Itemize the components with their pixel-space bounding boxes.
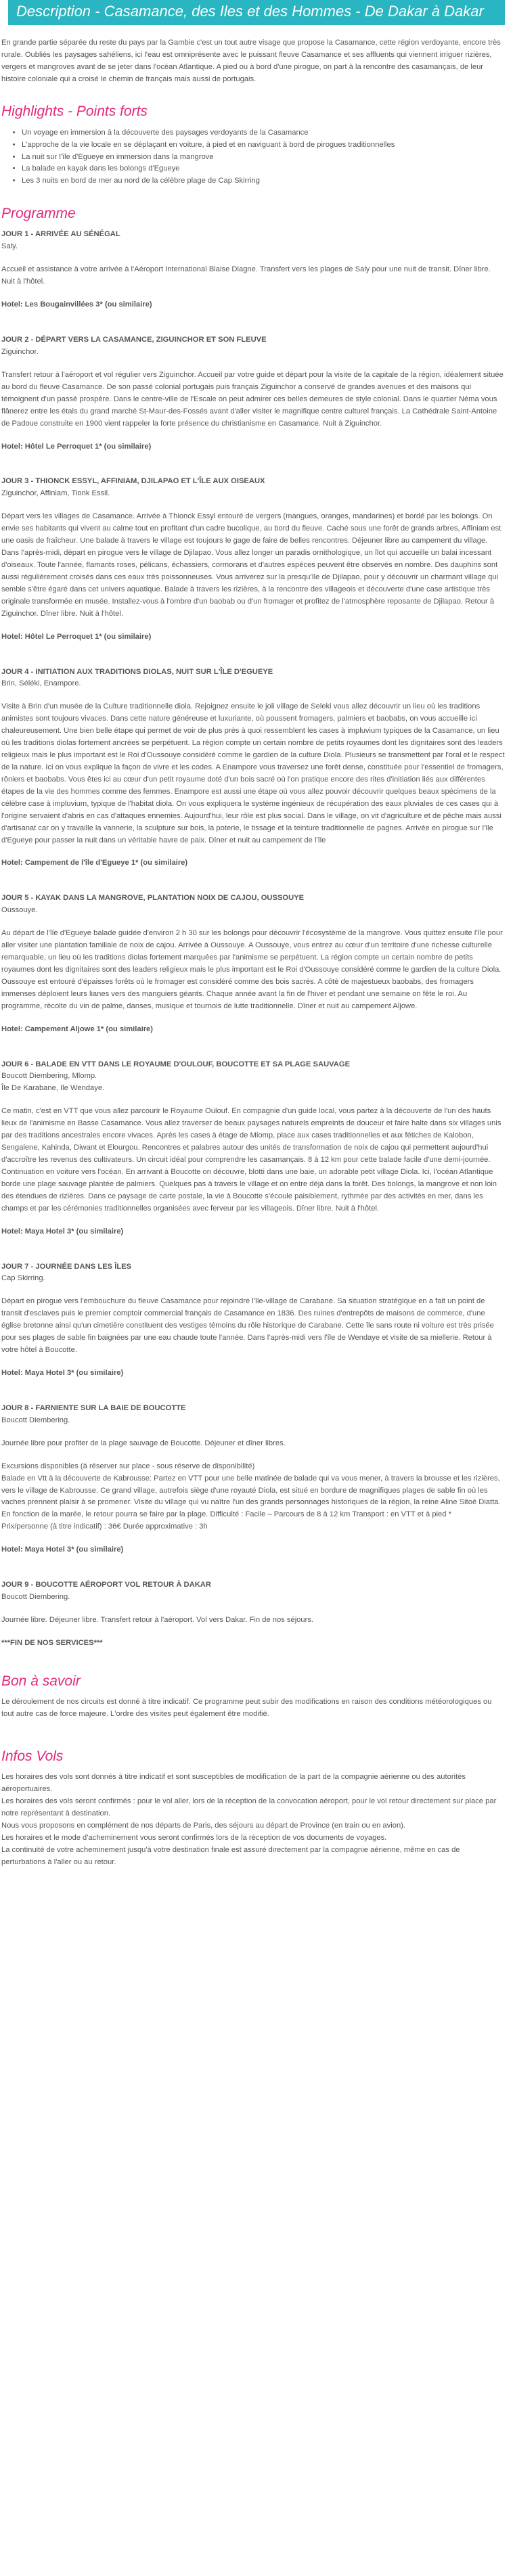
highlight-item: • Un voyage en immersion à la découverte des paysages verdoyants de la Casamance bbox=[22, 127, 505, 139]
day-place: Saly. bbox=[1, 242, 18, 251]
highlight-item: • La balade en kayak dans les bolongs d'Egueye bbox=[22, 163, 505, 175]
end-of-services: ***FIN DE NOS SERVICES*** bbox=[1, 1638, 103, 1647]
day-description: Journée libre pour profiter de la plage sauvage de Boucotte. Déjeuner et dîner libres. bbox=[1, 1439, 286, 1447]
day-section bbox=[1, 1403, 505, 1556]
day-section bbox=[1, 229, 505, 311]
day-hotel: Hotel: Hôtel Le Perroquet 1* (ou similaire) bbox=[1, 442, 152, 451]
day-section bbox=[1, 1059, 505, 1238]
page-title: Description - Casamance, des Iles et des Hommes - De Dakar à Dakar bbox=[8, 0, 505, 25]
day-section bbox=[1, 666, 505, 870]
day-section bbox=[1, 1261, 505, 1380]
day-place: Boucott Diembering, Mlomp. Île De Karabane, Ile Wendaye. bbox=[1, 1072, 105, 1093]
programme-days bbox=[1, 229, 505, 1649]
day-section bbox=[1, 1579, 505, 1650]
main-content bbox=[0, 37, 513, 1869]
day-description: Départ vers les villages de Casamance. Arrivée à Thionck Essyl entouré de vergers (mangues, oranges, mandarines) et bordé par les bolongs. On envie ses habitants qui vivent au calme tout en profitant d'un cadre bucolique, au bord du fleuve. Caché sous une forêt de grands arbres, Affiniam est une oasis de fraîcheur. Une balade à travers le village est toujours le gage de faire de belles rencontres. Déjeuner libre au campement du village. Dans l'après-midi, départ en pirogue vers le village de Djilapao. Vous allez longer un paradis ornithologique, un îlot qui accueille un balai incessant d'oiseaux. Toute l'année, flamants roses, pélicans, échassiers, cormorans et d'autres espèces peuvent être observés en nombre. Des dauphins sont aussi régulièrement croisés dans ces eaux très poissonneuses. Vous arriverez sur la presqu'île de Djilapao, pour y découvrir un charmant village qui semble s'être égaré dans cet univers aquatique. Balade à travers les rizières, à la rencontre des villageois et découverte d'une case artistique très originale transformée en musée. Installez-vous à l'ombre d'un baobab ou d'un fromager et profitez de l'atmosphère reposante de Djilapao. Retour à Ziguinchor. Dîner libre. Nuit à l'hôtel. bbox=[1, 512, 501, 618]
day-hotel: Hotel: Maya Hotel 3* (ou similaire) bbox=[1, 1545, 124, 1554]
day-description: Excursions disponibles (à réserver sur place - sous réserve de disponibilité) Balade en Vtt à la découverte de Kabrousse: Partez en VTT pour une belle matinée de balade qui va vous mener, à travers la brousse et les rizières, vers le village de Kabrousse. Ce grand village, autrefois siège d'une royauté Diola, est situé en bordure de magnifiques plages de sable fin où les vaches prennent plaisir à se promener. Visite du village qui vu naître l'un des grands personnages historiques de la région, la reine Aline Sitoé Diatta. En fonction de la marée, le retour pourra se faire par la plage. Difficulté : Facile – Parcours de 8 à 12 km Transport : en VTT et à pied * Prix/personne (à titre indicatif) : 36€ Durée approximative : 3h bbox=[1, 1462, 501, 1531]
day-description: Journée libre. Déjeuner libre. Transfert retour à l'aéroport. Vol vers Dakar. Fin de nos séjours. bbox=[1, 1615, 314, 1624]
highlight-item: • Les 3 nuits en bord de mer au nord de la célèbre plage de Cap Skirring bbox=[22, 175, 505, 187]
day-title: JOUR 2 - DÉPART VERS LA CASAMANCE, ZIGUINCHOR ET SON FLEUVE bbox=[1, 336, 267, 344]
day-description: Visite à Brin d'un musée de la Culture traditionnelle diola. Rejoignez ensuite le joli village de Seleki vous allez découvrir un lieu où les traditions animistes sont toujours vivaces. Dans cette nature généreuse et luxuriante, où poussent fromagers, palmiers et baobabs, on vous accueille ici chaleureusement. Une bien belle étape qui permet de voir de plus près à quoi ressemblent les cases à impluvium typiques de la Casamance, un lieu où les traditions diolas fortement ancrées se perpétuent. La région compte un certain nombre de petits royaumes dont les dignitaires sont des leaders religieux mais le plus important est le Roi d'Oussouye considéré comme le gardien de la culture Diola. Plusieurs se transmettent par l'oral et le respect de la nature. Ici on vous explique la façon de vivre et les codes. A Enampore vous traversez une forêt dense, constituée pour l'essentiel de fromagers, rôniers et baobabs. Vous êtes ici au cœur d'un petit royaume doté d'un bois sacré où l'on pratique encore des rites d'initiation liés aux différentes étapes de la vie des hommes comme des femmes. Enampore est aussi une étape où vous allez pouvoir découvrir quelques beaux spécimens de la célèbre case à impluvium, typique de l'habitat diola. On vous expliquera le système ingénieux de récupération des eaux pluviales de ces cases qui à l'origine servaient d'abris en cas d'attaques ennemies. Aujourd'hui, leur rôle est plus social. Dans le village, on vit d'agriculture et de pêche mais aussi d'artisanat car on y travaille la vannerie, la sculpture sur bois, la poterie, le tissage et la teinture traditionnelle de pagnes. Arrivée en pirogue sur l'île d'Egueye pour passer la nuit dans un véritable havre de paix. Dîner et nuit au campement de l'île bbox=[1, 702, 505, 844]
day-hotel: Hotel: Campement Aljowe 1* (ou similaire) bbox=[1, 1024, 154, 1033]
day-description: Ce matin, c'est en VTT que vous allez parcourir le Royaume Oulouf. En compagnie d'un guide local, vous partez à la découverte de l'un des hauts lieux de l'animisme en Basse Casamance. Vous allez traverser de beaux paysages naturels empreints de douceur et faire halte dans six villages unis par des traditions ancestrales encore vivaces. Après les cases à étage de Mlomp, place aux cases traditionnelles et aux fétiches de Kalobon, Sengalene, Kahinda, Diwant et Elourgou. Rencontres et palabres autour des unités de transformation de noix de cajou qui permettent aujourd'hui d'accroître les revenus des cultivateurs. Un circuit idéal pour comprendre les casamançais. 8 à 12 km pour cette balade facile d'une demi-journée. Continuation en voiture vers l'océan. En arrivant à Boucotte on découvre, blotti dans une baie, un adorable petit village Diola. Ici, l'océan Atlantique borde une plage sauvage plantée de palmiers. Quelques pas à travers le village et on entre déjà dans la forêt. Des bolongs, la mangrove et non loin des étendues de rizières. Dans ce paysage de carte postale, la vie à Boucotte s'écoule paisiblement, rythmée par des activités en mer, dans les champs et par les cérémonies traditionnelles organisées avec ferveur par les villageois. Dîner libre. Nuit à l'hôtel. bbox=[1, 1107, 501, 1213]
programme-heading: Programme bbox=[1, 206, 76, 222]
day-hotel: Hotel: Campement de l'île d'Egueye 1* (ou similaire) bbox=[1, 859, 188, 867]
day-section bbox=[1, 334, 505, 453]
day-title: JOUR 4 - INITIATION AUX TRADITIONS DIOLAS, NUIT SUR L'ÎLE D'EGUEYE bbox=[1, 667, 273, 676]
day-description: Accueil et assistance à votre arrivée à l'Aéroport International Blaise Diagne. Transfert vers les plages de Saly pour une nuit de transit. Dîner libre. Nuit à l'hôtel. bbox=[1, 265, 491, 286]
day-section bbox=[1, 892, 505, 1035]
day-hotel: Hotel: Les Bougainvillées 3* (ou similaire) bbox=[1, 300, 152, 309]
day-place: Oussouye. bbox=[1, 906, 38, 915]
day-description: Au départ de l'île d'Egueye balade guidée d'environ 2 h 30 sur les bolongs pour découvrir l'écosystème de la mangrove. Vous quittez ensuite l'île pour aller visiter une plantation familiale de noix de cajou. Arrivée à Oussouye. A Oussouye, vous entrez au cœur d'un territoire d'une richesse culturelle remarquable, un lieu où les traditions diolas fortement marquées par l'animisme se perpétuent. La région compte un certain nombre de petits royaumes dont les dignitaires sont des leaders religieux mais le plus important est le Roi d'Oussouye considéré comme le gardien de la culture Diola. Oussouye est entouré d'épaisses forêts où le fromager est considéré comme des bois sacrés. A côté de majestueux baobabs, des fromagers immenses déploient leurs lianes vers des manguiers géants. Chaque année avant la fin de l'hiver et pendant une semaine on fête le roi. Au programme, récolte du vin de palme, danses, musique et tournois de lutte traditionnelle. Dîner et nuit au campement Aljowe. bbox=[1, 929, 503, 1010]
day-hotel: Hotel: Maya Hotel 3* (ou similaire) bbox=[1, 1227, 124, 1236]
highlights-heading: Highlights - Points forts bbox=[1, 104, 148, 120]
day-description: Départ en pirogue vers l'embouchure du fleuve Casamance pour rejoindre l'île-village de Carabane. Sa situation stratégique en a fait un point de transit d'esclaves puis le premier comptoir commercial français de Casamance en 1836. Des ruines d'entrepôts de maisons de commerce, d'une église bretonne ainsi qu'un cimetière constituent des vestiges témoins du rôle historique de Carabane. Cette île sans route ni voiture est très prisée pour ses plages de sable fin baignées par une eau chaude toute l'année. Dans l'après-midi vers l'île de Wendaye et visite de sa miellerie. Retour à votre hôtel à Boucotte. bbox=[1, 1297, 494, 1355]
intro-paragraph: En grande partie séparée du reste du pays par la Gambie c'est un tout autre visage que propose la Casamance, cette région verdoyante, encore très rurale. Oubliés les paysages sahéliens, ici l'eau est omniprésente avec le puissant fleuve Casamance et ses affluents qui viennent irriguer rizières, vergers et mangroves avant de se jeter dans l'océan Atlantique. A pied ou à bord d'une pirogue, on part à la rencontre des casamançais, de leur histoire coloniale qui a croisé le chemin de français mais aussi de portugais. bbox=[1, 38, 501, 83]
day-title: JOUR 1 - ARRIVÉE AU SÉNÉGAL bbox=[1, 230, 120, 239]
highlight-item: • L'approche de la vie locale en se déplaçant en voiture, à pied et en naviguant à bord de pirogues traditionnelles bbox=[22, 139, 505, 152]
day-description: Transfert retour à l'aéroport et vol régulier vers Ziguinchor. Accueil par votre guide et départ pour la visite de la capitale de la région, idéalement située au bord du fleuve Casamance. De son passé colonial portugais puis français Ziguinchor a conservé de grandes avenues et des maisons qui témoignent d'un passé prospère. Dans le centre-ville de l'Escale on peut admirer ces belles demeures de style colonial. Dans le quartier Néma vous flânerez entre les étals du grand marché St-Maur-des-Fossés avant d'aller visiter le magnifique centre culturel français. La Cathédrale Saint-Antoine de Padoue construite en 1900 vient rappeler la forte présence du christianisme en Casamance. Nuit à Ziguinchor. bbox=[1, 370, 504, 428]
day-title: JOUR 7 - JOURNÉE DANS LES ÎLES bbox=[1, 1262, 132, 1271]
infos-vols-heading: Infos Vols bbox=[1, 1748, 64, 1764]
infos-vols-text: Les horaires des vols sont donnés à titre indicatif et sont susceptibles de modification de la part de la compagnie aérienne ou des autorités aéroportuaires. Les horaires des vols seront confirmés : pour le vol aller, lors de la réception de la convocation aéroport, pour le vol retour directement sur place par notre représentant à destination. Nous vous proposons en complément de nos départs de Paris, des séjours au départ de Province (en train ou en avion). Les horaires et le mode d'acheminement vous seront confirmés lors de la réception de vos documents de voyages. La continuité de votre acheminement jusqu'à votre destination finale est assuré directement par la compagnie aérienne, même en cas de perturbations à l'aller ou au retour. bbox=[1, 1773, 497, 1866]
day-place: Ziguinchor, Affiniam, Tionk Essil. bbox=[1, 489, 110, 498]
highlights-list bbox=[1, 127, 505, 188]
day-title: JOUR 9 - BOUCOTTE AÉROPORT VOL RETOUR À DAKAR bbox=[1, 1581, 211, 1589]
day-title: JOUR 8 - FARNIENTE SUR LA BAIE DE BOUCOTTE bbox=[1, 1403, 186, 1412]
day-place: Boucott Diembering. bbox=[1, 1416, 70, 1424]
day-place: Ziguinchor. bbox=[1, 348, 39, 356]
day-place: Brin, Séléki, Enampore. bbox=[1, 679, 81, 688]
day-title: JOUR 3 - THIONCK ESSYL, AFFINIAM, DJILAPAO ET L'ÎLE AUX OISEAUX bbox=[1, 477, 265, 486]
day-place: Cap Skirring. bbox=[1, 1274, 45, 1283]
bon-a-savoir-heading: Bon à savoir bbox=[1, 1673, 81, 1689]
bon-a-savoir-text: Le déroulement de nos circuits est donné à titre indicatif. Ce programme peut subir des modifications en raison des conditions météorologiques ou tout autre cas de force majeure. L'ordre des visites peut également être modifié. bbox=[1, 1698, 492, 1718]
day-title: JOUR 5 - KAYAK DANS LA MANGROVE, PLANTATION NOIX DE CAJOU, OUSSOUYE bbox=[1, 894, 305, 903]
day-section bbox=[1, 476, 505, 643]
day-place: Boucott Diembering. bbox=[1, 1593, 70, 1602]
highlight-item: • La nuit sur l'île d'Egueye en immersion dans la mangrove bbox=[22, 152, 505, 164]
day-title: JOUR 6 - BALADE EN VTT DANS LE ROYAUME D'OULOUF, BOUCOTTE ET SA PLAGE SAUVAGE bbox=[1, 1060, 351, 1068]
day-hotel: Hotel: Hôtel Le Perroquet 1* (ou similaire) bbox=[1, 632, 152, 641]
day-hotel: Hotel: Maya Hotel 3* (ou similaire) bbox=[1, 1369, 124, 1377]
